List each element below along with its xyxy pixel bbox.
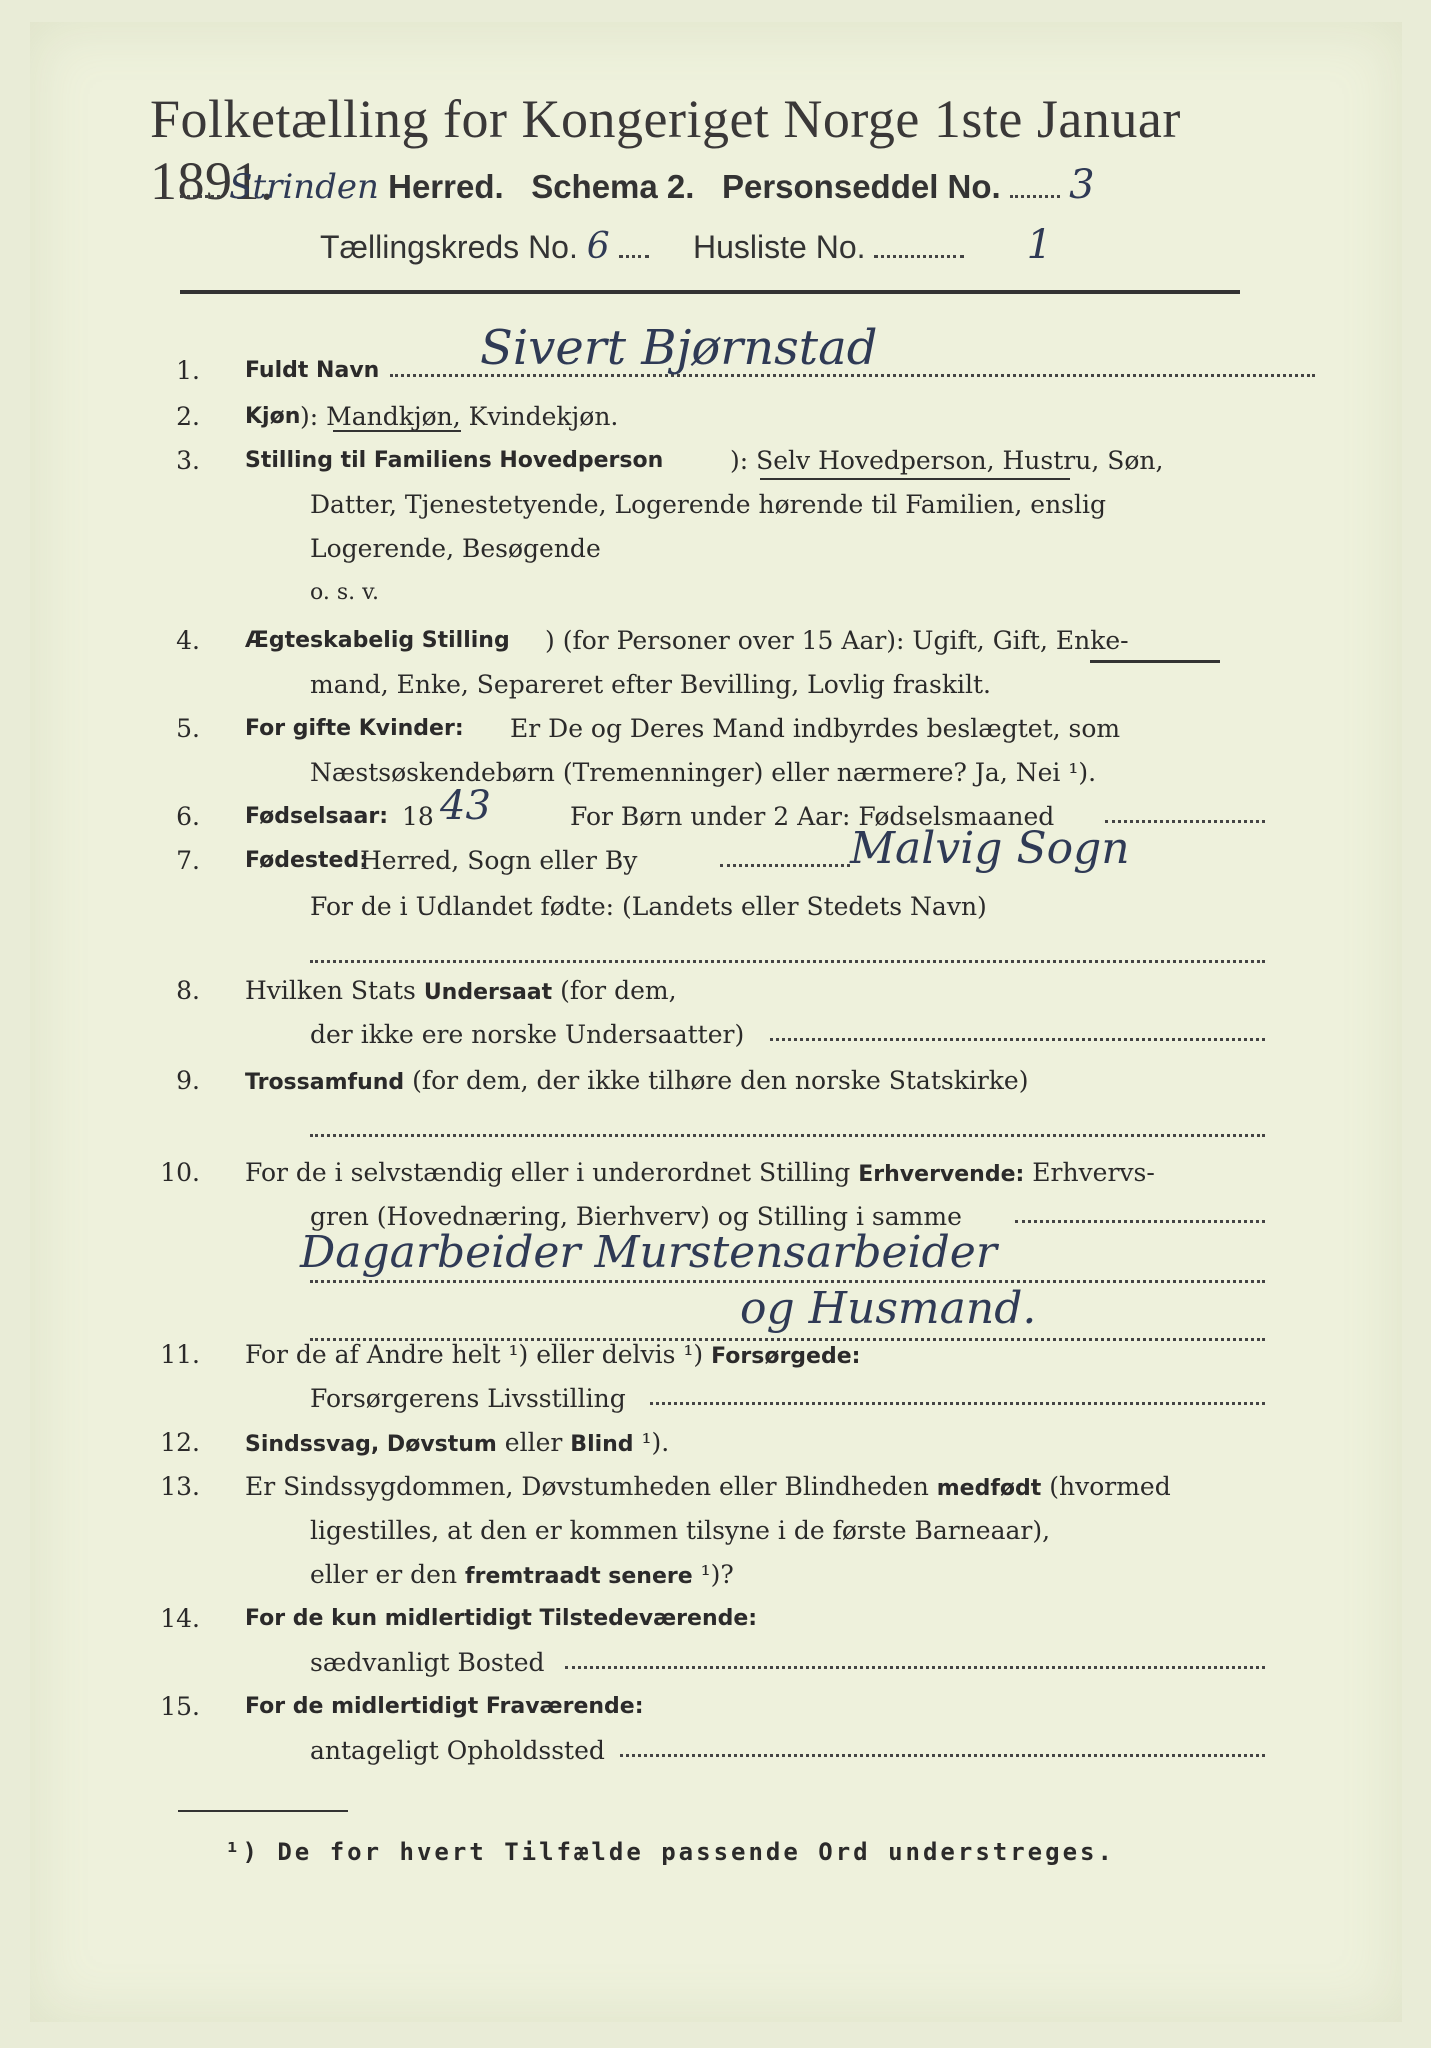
item-text: 18 (402, 802, 434, 831)
item-label: Stilling til Familiens Hovedperson (245, 448, 664, 473)
item-number: 5. (176, 714, 200, 743)
item-text: For de i selvstændig eller i underordnet Stilling (245, 1158, 859, 1187)
personseddel-label: Personseddel No. (721, 168, 1001, 205)
item-text: sædvanligt Bosted (310, 1648, 545, 1677)
item-label: Sindssvag, Døvstum (245, 1432, 497, 1457)
item-label: For de midlertidigt Fraværende: (245, 1694, 644, 1719)
personseddel-value: 3 (1069, 162, 1095, 208)
item-label: Ægteskabelig Stilling (245, 628, 510, 653)
item-label: For de kun midlertidigt Tilstedeværende: (245, 1606, 758, 1631)
item-text: o. s. v. (310, 580, 379, 605)
item-number: 7. (176, 846, 200, 875)
item-label: Fuldt Navn (245, 358, 380, 383)
item-text: der ikke ere norske Undersaatter) (310, 1020, 745, 1049)
item-text: (hvormed (1041, 1472, 1171, 1501)
item-text: ) (for Personer over 15 Aar): Ugift, Gift, Enke- (545, 626, 1129, 655)
item-text: ): Mandkjøn, Kvindekjøn. (300, 402, 619, 431)
birthplace-value: Malvig Sogn (850, 823, 1130, 874)
item-text: mand, Enke, Separeret efter Bevilling, Lovlig fraskilt. (310, 670, 991, 699)
kreds-value: 6 (586, 226, 610, 267)
item-text: antageligt Opholdssted (310, 1736, 605, 1765)
item-label: Blind (570, 1432, 634, 1457)
item-text: eller er den (310, 1560, 466, 1589)
item-number: 13. (160, 1472, 200, 1501)
item-number: 15. (160, 1692, 200, 1721)
kreds-label: Tællingskreds No. (320, 229, 578, 265)
item-number: 2. (176, 402, 200, 431)
item-text: Næstsøskendebørn (Tremenninger) eller nærmere? Ja, Nei ¹). (310, 758, 1097, 787)
item-label: fremtraadt senere (465, 1564, 693, 1589)
item-label: Trossamfund (245, 1070, 405, 1095)
item-text: eller (496, 1428, 571, 1457)
footnote: ¹) De for hvert Tilfælde passende Ord understreges. (225, 1838, 1115, 1866)
item-text: ligestilles, at den er kommen tilsyne i de første Barneaar), (310, 1516, 1051, 1545)
item-text: For de af Andre helt ¹) eller delvis ¹) (245, 1340, 712, 1369)
occupation-value-2: og Husmand. (740, 1283, 1037, 1334)
herred-value: Strinden (229, 167, 379, 207)
item-text: (for dem, (552, 976, 677, 1005)
item-number: 6. (176, 802, 200, 831)
item-text: Datter, Tjenestetyende, Logerende hørende til Familien, enslig (310, 490, 1107, 519)
full-name-value: Sivert Bjørnstad (480, 320, 878, 376)
husliste-value: 1 (1026, 222, 1053, 268)
item-text: Hvilken Stats (245, 976, 424, 1005)
item-text: For Børn under 2 Aar: Fødselsmaaned (570, 802, 1055, 831)
item-text: Er Sindssygdommen, Døvstumheden eller Blindheden (245, 1472, 937, 1501)
item-text: ¹). (633, 1428, 670, 1457)
item-text: gren (Hovednæring, Bierhverv) og Stilling i samme (310, 1202, 962, 1231)
item-number: 1. (176, 356, 200, 385)
item-label: Fødselsaar: (245, 804, 388, 829)
item-label: Fødested: (245, 848, 368, 873)
item-text: Forsørgerens Livsstilling (310, 1384, 626, 1413)
item-text: Er De og Deres Mand indbyrdes beslægtet, som (510, 714, 1121, 743)
item-label: For gifte Kvinder: (245, 716, 464, 741)
form-title: Folketælling for Kongeriget Norge 1ste Januar 1891. (150, 89, 1181, 211)
occupation-value-1: Dagarbeider Murstensarbeider (300, 1227, 997, 1278)
item-text: Erhvervs- (1024, 1158, 1155, 1187)
kreds-row (320, 222, 1052, 268)
item-label: medfødt (936, 1476, 1042, 1501)
item-number: 12. (160, 1428, 200, 1457)
item-number: 8. (176, 976, 200, 1005)
herred-label: Herred. (388, 168, 504, 205)
item-text: ): Selv Hovedperson, Hustru, Søn, (730, 446, 1164, 475)
herred-row (180, 162, 1095, 208)
item-number: 11. (160, 1340, 200, 1369)
item-number: 4. (176, 626, 200, 655)
item-label: Forsørgede: (711, 1344, 861, 1369)
item-text: Herred, Sogn eller By (360, 846, 638, 875)
schema-label: Schema 2. (531, 168, 695, 205)
item-number: 3. (176, 446, 200, 475)
item-text: For de i Udlandet fødte: (Landets eller Stedets Navn) (310, 892, 987, 921)
item-text: (for dem, der ikke tilhøre den norske Statskirke) (404, 1066, 1029, 1095)
item-label: Undersaat (423, 980, 553, 1005)
item-label: Erhvervende: (858, 1162, 1025, 1187)
item-number: 9. (176, 1066, 200, 1095)
header-rule (180, 290, 1240, 294)
item-number: 10. (160, 1158, 200, 1187)
item-text: Logerende, Besøgende (310, 534, 601, 563)
husliste-label: Husliste No. (693, 229, 866, 265)
birth-year-value: 43 (440, 783, 491, 829)
item-number: 14. (160, 1604, 200, 1633)
footnote-rule (178, 1810, 348, 1812)
item-text: ¹)? (692, 1560, 734, 1589)
item-label: Kjøn (245, 404, 301, 429)
